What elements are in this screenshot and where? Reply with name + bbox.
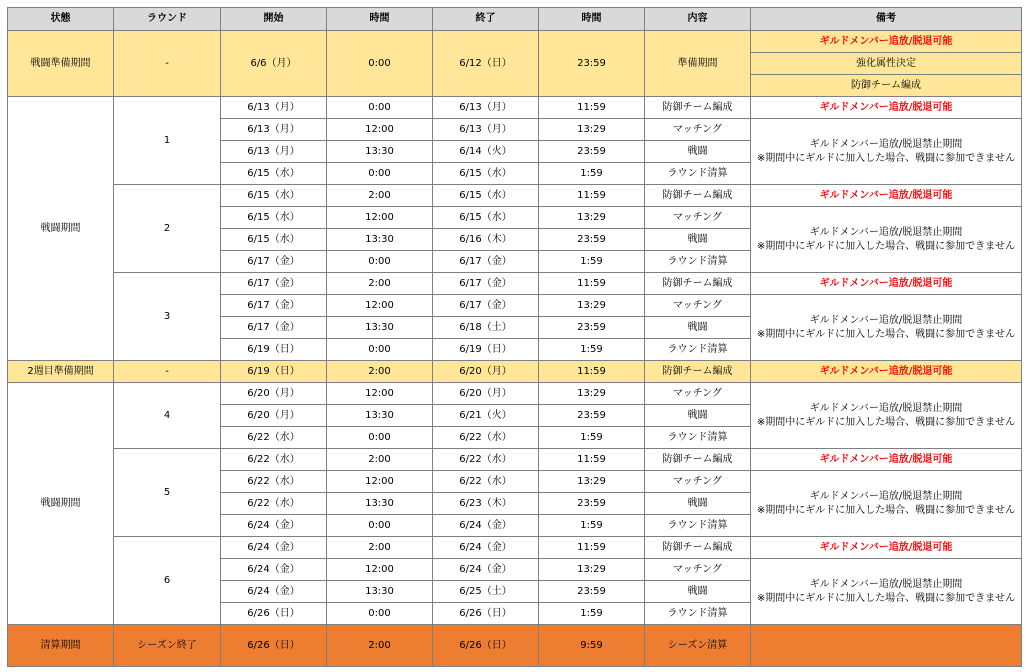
note-allowed: ギルドメンバー追放/脱退可能 bbox=[751, 273, 1022, 295]
content-cell: マッチング bbox=[645, 383, 751, 405]
start-time-cell: 2:00 bbox=[327, 625, 433, 667]
note-forbidden bbox=[751, 471, 1022, 537]
table-row bbox=[8, 625, 1022, 667]
start-time-cell: 13:30 bbox=[327, 141, 433, 163]
content-cell: ラウンド清算 bbox=[645, 251, 751, 273]
round-cell: - bbox=[114, 361, 221, 383]
status-cell: 戦闘期間 bbox=[8, 383, 114, 625]
start-time-cell: 12:00 bbox=[327, 295, 433, 317]
start-date-cell: 6/17（金） bbox=[221, 251, 327, 273]
start-date-cell: 6/19（日） bbox=[221, 361, 327, 383]
start-time-cell: 2:00 bbox=[327, 273, 433, 295]
round-cell: 3 bbox=[114, 273, 221, 361]
start-time-cell: 12:00 bbox=[327, 207, 433, 229]
end-date-cell: 6/24（金） bbox=[433, 515, 539, 537]
note-forbidden-title: ギルドメンバー追放/脱退禁止期間 bbox=[809, 315, 963, 326]
table-row bbox=[8, 185, 1022, 207]
end-date-cell: 6/17（金） bbox=[433, 295, 539, 317]
start-date-cell: 6/26（日） bbox=[221, 625, 327, 667]
content-cell: マッチング bbox=[645, 559, 751, 581]
content-cell: ラウンド清算 bbox=[645, 603, 751, 625]
content-cell: 戦闘 bbox=[645, 229, 751, 251]
header-start-time: 時間 bbox=[327, 8, 433, 31]
header-end: 終了 bbox=[433, 8, 539, 31]
end-date-cell: 6/22（水） bbox=[433, 449, 539, 471]
start-date-cell: 6/13（月） bbox=[221, 141, 327, 163]
start-date-cell: 6/17（金） bbox=[221, 295, 327, 317]
end-date-cell: 6/23（木） bbox=[433, 493, 539, 515]
end-date-cell: 6/15（水） bbox=[433, 163, 539, 185]
end-date-cell: 6/13（月） bbox=[433, 97, 539, 119]
note-allowed: ギルドメンバー追放/脱退可能 bbox=[751, 449, 1022, 471]
end-time-cell: 1:59 bbox=[539, 427, 645, 449]
start-date-cell: 6/19（日） bbox=[221, 339, 327, 361]
end-time-cell: 11:59 bbox=[539, 273, 645, 295]
note-forbidden bbox=[751, 207, 1022, 273]
start-time-cell: 2:00 bbox=[327, 537, 433, 559]
end-time-cell: 13:29 bbox=[539, 471, 645, 493]
start-date-cell: 6/26（日） bbox=[221, 603, 327, 625]
header-start: 開始 bbox=[221, 8, 327, 31]
note-forbidden-sub: ※期間中にギルドに加入した場合、戦闘に参加できません bbox=[756, 592, 1016, 604]
end-time-cell: 1:59 bbox=[539, 603, 645, 625]
start-date-cell: 6/24（金） bbox=[221, 515, 327, 537]
start-date-cell: 6/22（水） bbox=[221, 427, 327, 449]
start-date-cell: 6/15（水） bbox=[221, 163, 327, 185]
end-time-cell: 23:59 bbox=[539, 229, 645, 251]
start-time-cell: 0:00 bbox=[327, 31, 433, 97]
end-date-cell: 6/19（日） bbox=[433, 339, 539, 361]
content-cell: ラウンド清算 bbox=[645, 427, 751, 449]
start-time-cell: 0:00 bbox=[327, 251, 433, 273]
end-date-cell: 6/20（月） bbox=[433, 361, 539, 383]
content-cell: 防御チーム編成 bbox=[645, 361, 751, 383]
start-time-cell: 12:00 bbox=[327, 559, 433, 581]
table-row bbox=[8, 273, 1022, 295]
note-forbidden-sub: ※期間中にギルドに加入した場合、戦闘に参加できません bbox=[756, 328, 1016, 340]
end-time-cell: 13:29 bbox=[539, 119, 645, 141]
start-date-cell: 6/17（金） bbox=[221, 317, 327, 339]
header-content: 内容 bbox=[645, 8, 751, 31]
end-time-cell: 13:29 bbox=[539, 559, 645, 581]
content-cell: 防御チーム編成 bbox=[645, 273, 751, 295]
end-date-cell: 6/22（水） bbox=[433, 471, 539, 493]
start-date-cell: 6/22（水） bbox=[221, 493, 327, 515]
note-forbidden bbox=[751, 119, 1022, 185]
content-cell: 戦闘 bbox=[645, 581, 751, 603]
end-date-cell: 6/20（月） bbox=[433, 383, 539, 405]
header-notes: 備考 bbox=[751, 8, 1022, 31]
end-time-cell: 1:59 bbox=[539, 163, 645, 185]
note-forbidden-title: ギルドメンバー追放/脱退禁止期間 bbox=[809, 227, 963, 238]
end-date-cell: 6/17（金） bbox=[433, 251, 539, 273]
start-time-cell: 2:00 bbox=[327, 361, 433, 383]
start-date-cell: 6/13（月） bbox=[221, 119, 327, 141]
end-time-cell: 23:59 bbox=[539, 493, 645, 515]
round-cell: シーズン終了 bbox=[114, 625, 221, 667]
end-date-cell: 6/15（水） bbox=[433, 207, 539, 229]
start-time-cell: 0:00 bbox=[327, 603, 433, 625]
note-forbidden-title: ギルドメンバー追放/脱退禁止期間 bbox=[809, 139, 963, 150]
table-row bbox=[8, 361, 1022, 383]
content-cell: マッチング bbox=[645, 207, 751, 229]
content-cell: ラウンド清算 bbox=[645, 163, 751, 185]
end-date-cell: 6/21（火） bbox=[433, 405, 539, 427]
content-cell: マッチング bbox=[645, 119, 751, 141]
status-cell: 戦闘期間 bbox=[8, 97, 114, 361]
start-time-cell: 13:30 bbox=[327, 317, 433, 339]
status-cell: 戦闘準備期間 bbox=[8, 31, 114, 97]
content-cell: 防御チーム編成 bbox=[645, 97, 751, 119]
start-date-cell: 6/15（水） bbox=[221, 185, 327, 207]
note-forbidden-sub: ※期間中にギルドに加入した場合、戦闘に参加できません bbox=[756, 416, 1016, 428]
round-cell: - bbox=[114, 31, 221, 97]
note-blank bbox=[751, 625, 1022, 667]
end-date-cell: 6/17（金） bbox=[433, 273, 539, 295]
content-cell: マッチング bbox=[645, 471, 751, 493]
content-cell: 防御チーム編成 bbox=[645, 537, 751, 559]
content-cell: ラウンド清算 bbox=[645, 515, 751, 537]
content-cell: シーズン清算 bbox=[645, 625, 751, 667]
content-cell: 戦闘 bbox=[645, 141, 751, 163]
header-row bbox=[8, 8, 1022, 31]
start-time-cell: 13:30 bbox=[327, 229, 433, 251]
start-date-cell: 6/13（月） bbox=[221, 97, 327, 119]
end-date-cell: 6/24（金） bbox=[433, 559, 539, 581]
note-allowed: ギルドメンバー追放/脱退可能 bbox=[751, 537, 1022, 559]
round-cell: 5 bbox=[114, 449, 221, 537]
end-date-cell: 6/13（月） bbox=[433, 119, 539, 141]
end-time-cell: 11:59 bbox=[539, 449, 645, 471]
content-cell: 戦闘 bbox=[645, 317, 751, 339]
start-date-cell: 6/24（金） bbox=[221, 581, 327, 603]
note-forbidden-title: ギルドメンバー追放/脱退禁止期間 bbox=[809, 491, 963, 502]
end-date-cell: 6/15（水） bbox=[433, 185, 539, 207]
table-row bbox=[8, 97, 1022, 119]
note-forbidden-sub: ※期間中にギルドに加入した場合、戦闘に参加できません bbox=[756, 152, 1016, 164]
end-time-cell: 23:59 bbox=[539, 405, 645, 427]
end-time-cell: 1:59 bbox=[539, 339, 645, 361]
note-forbidden-sub: ※期間中にギルドに加入した場合、戦闘に参加できません bbox=[756, 504, 1016, 516]
start-time-cell: 0:00 bbox=[327, 427, 433, 449]
note-forbidden-sub: ※期間中にギルドに加入した場合、戦闘に参加できません bbox=[756, 240, 1016, 252]
start-time-cell: 13:30 bbox=[327, 493, 433, 515]
start-time-cell: 13:30 bbox=[327, 405, 433, 427]
content-cell: ラウンド清算 bbox=[645, 339, 751, 361]
start-time-cell: 0:00 bbox=[327, 339, 433, 361]
start-date-cell: 6/17（金） bbox=[221, 273, 327, 295]
table-row bbox=[8, 449, 1022, 471]
end-date-cell: 6/24（金） bbox=[433, 537, 539, 559]
content-cell: 防御チーム編成 bbox=[645, 449, 751, 471]
note-forbidden bbox=[751, 559, 1022, 625]
end-date-cell: 6/22（水） bbox=[433, 427, 539, 449]
note-forbidden bbox=[751, 295, 1022, 361]
end-date-cell: 6/26（日） bbox=[433, 625, 539, 667]
start-date-cell: 6/6（月） bbox=[221, 31, 327, 97]
table-row bbox=[8, 383, 1022, 405]
start-time-cell: 0:00 bbox=[327, 515, 433, 537]
status-cell: 2週目準備期間 bbox=[8, 361, 114, 383]
end-time-cell: 13:29 bbox=[539, 295, 645, 317]
end-date-cell: 6/14（火） bbox=[433, 141, 539, 163]
end-time-cell: 23:59 bbox=[539, 31, 645, 97]
content-cell: マッチング bbox=[645, 295, 751, 317]
note-allowed: ギルドメンバー追放/脱退可能 bbox=[751, 31, 1022, 53]
content-cell: 戦闘 bbox=[645, 405, 751, 427]
schedule-table bbox=[7, 7, 1022, 667]
start-time-cell: 12:00 bbox=[327, 383, 433, 405]
content-cell: 防御チーム編成 bbox=[645, 185, 751, 207]
table-row bbox=[8, 31, 1022, 53]
end-time-cell: 11:59 bbox=[539, 185, 645, 207]
note-forbidden-title: ギルドメンバー追放/脱退禁止期間 bbox=[809, 579, 963, 590]
end-time-cell: 13:29 bbox=[539, 383, 645, 405]
end-date-cell: 6/18（土） bbox=[433, 317, 539, 339]
end-date-cell: 6/16（木） bbox=[433, 229, 539, 251]
end-time-cell: 1:59 bbox=[539, 515, 645, 537]
start-time-cell: 12:00 bbox=[327, 119, 433, 141]
end-time-cell: 11:59 bbox=[539, 361, 645, 383]
start-date-cell: 6/22（水） bbox=[221, 449, 327, 471]
start-date-cell: 6/15（水） bbox=[221, 229, 327, 251]
start-time-cell: 13:30 bbox=[327, 581, 433, 603]
end-time-cell: 11:59 bbox=[539, 97, 645, 119]
round-cell: 1 bbox=[114, 97, 221, 185]
end-time-cell: 1:59 bbox=[539, 251, 645, 273]
end-time-cell: 13:29 bbox=[539, 207, 645, 229]
start-time-cell: 0:00 bbox=[327, 163, 433, 185]
start-date-cell: 6/20（月） bbox=[221, 383, 327, 405]
header-end-time: 時間 bbox=[539, 8, 645, 31]
note-allowed: ギルドメンバー追放/脱退可能 bbox=[751, 361, 1022, 383]
end-time-cell: 9:59 bbox=[539, 625, 645, 667]
status-cell: 清算期間 bbox=[8, 625, 114, 667]
start-time-cell: 0:00 bbox=[327, 97, 433, 119]
start-date-cell: 6/24（金） bbox=[221, 559, 327, 581]
content-cell: 戦闘 bbox=[645, 493, 751, 515]
round-cell: 6 bbox=[114, 537, 221, 625]
end-time-cell: 11:59 bbox=[539, 537, 645, 559]
end-time-cell: 23:59 bbox=[539, 317, 645, 339]
note-allowed: ギルドメンバー追放/脱退可能 bbox=[751, 97, 1022, 119]
end-date-cell: 6/25（土） bbox=[433, 581, 539, 603]
start-date-cell: 6/15（水） bbox=[221, 207, 327, 229]
start-time-cell: 2:00 bbox=[327, 185, 433, 207]
content-cell: 準備期間 bbox=[645, 31, 751, 97]
start-time-cell: 12:00 bbox=[327, 471, 433, 493]
note-forbidden-title: ギルドメンバー追放/脱退禁止期間 bbox=[809, 403, 963, 414]
note-attribute: 強化属性決定 bbox=[751, 53, 1022, 75]
end-time-cell: 23:59 bbox=[539, 581, 645, 603]
note-forbidden bbox=[751, 383, 1022, 449]
header-round: ラウンド bbox=[114, 8, 221, 31]
start-time-cell: 2:00 bbox=[327, 449, 433, 471]
start-date-cell: 6/24（金） bbox=[221, 537, 327, 559]
note-defense: 防御チーム編成 bbox=[751, 75, 1022, 97]
table-row bbox=[8, 537, 1022, 559]
header-status: 状態 bbox=[8, 8, 114, 31]
round-cell: 2 bbox=[114, 185, 221, 273]
note-allowed: ギルドメンバー追放/脱退可能 bbox=[751, 185, 1022, 207]
start-date-cell: 6/20（月） bbox=[221, 405, 327, 427]
start-date-cell: 6/22（水） bbox=[221, 471, 327, 493]
end-time-cell: 23:59 bbox=[539, 141, 645, 163]
round-cell: 4 bbox=[114, 383, 221, 449]
end-date-cell: 6/12（日） bbox=[433, 31, 539, 97]
end-date-cell: 6/26（日） bbox=[433, 603, 539, 625]
